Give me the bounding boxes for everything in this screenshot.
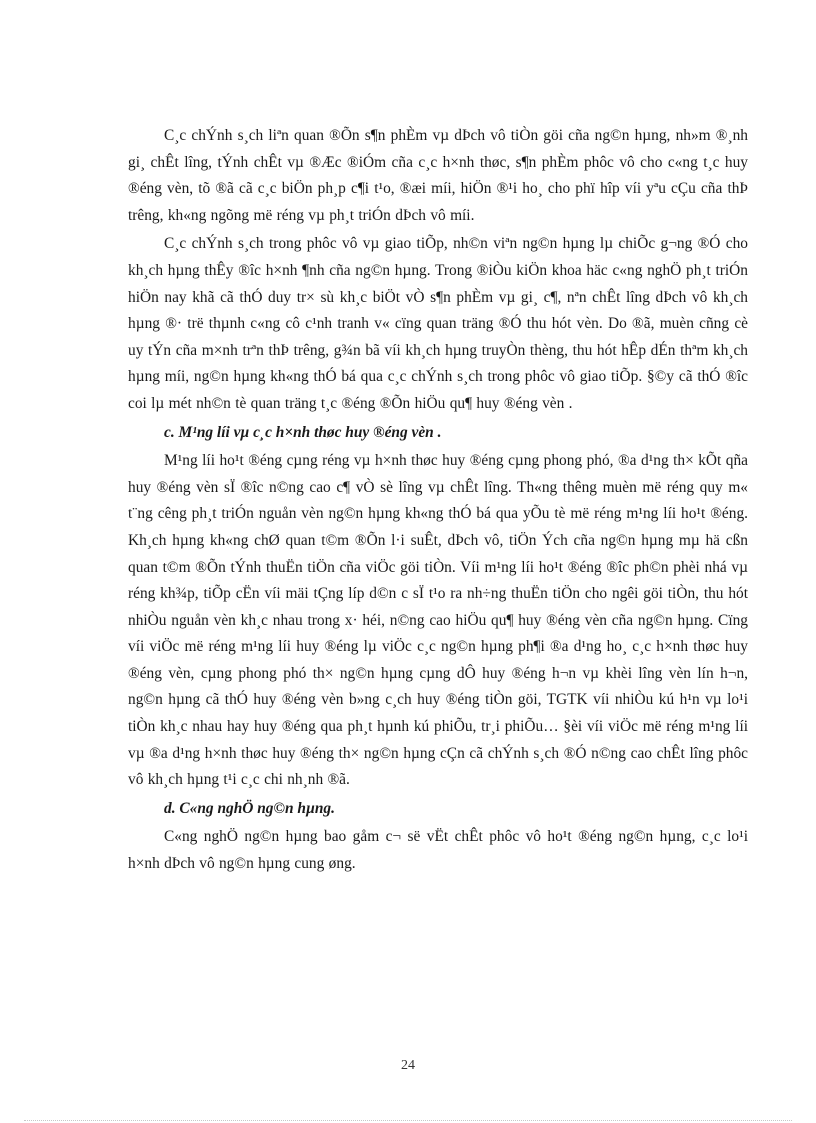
paragraph-product-policy: C¸c chÝnh s¸ch liªn quan ®Õn s¶n phÈm vµ dÞch vô tiÒn göi cña ng©n hµng, nh»m ®¸nh gi¸ chÊt lîng, tÝnh chÊt vµ ®Æc ®iÓm cña c¸c h×nh thøc, s¶n phÈm phôc vô cho c«ng t¸c huy ®éng vèn, tõ ®ã cã c¸c biÖn ph¸p c¶i t¹o, ®æi míi, hiÖn ®¹i ho¸ cho phï hîp víi yªu cÇu cña thÞ trêng, kh«ng ngõng më réng vµ ph¸t triÓn dÞch vô míi. — [128, 127, 748, 224]
section-heading-technology: d. C«ng nghÖ ng©n hµng. — [164, 799, 335, 817]
paragraph-network: M¹ng líi ho¹t ®éng cµng réng vµ h×nh thøc huy ®éng cµng phong phó, ®a d¹ng th× kÕt qña huy ®éng vèn sÏ ®îc n©ng cao c¶ vÒ sè lîng vµ chÊt lîng. Th«ng thêng muèn më réng quy m« t¨ng cêng ph¸t triÓn nguån vèn ng©n hµng kh«ng thÓ bá qua yÕu tè më réng m¹ng líi ho¹t ®éng. Kh¸ch hµng kh«ng chØ quan t©m ®Õn l·i suÊt, dÞch vô, tiÖn Ých cña ng©n hµng mµ hä cßn quan t©m ®Õn tÝnh thuËn tiÖn cña viÖc göi tiÒn. Víi m¹ng líi ho¹t ®éng ®îc ph©n phèi nhá vµ réng kh¾p, tiÕp cËn víi mäi tÇng líp d©n c sÏ t¹o ra nh÷ng thuËn tiÖn cho ngêi göi tiÒn, thu hót nhiÒu nguån vèn kh¸c nhau trong x· héi, n©ng cao hiÖu qu¶ huy ®éng vèn cña ng©n hµng. Cïng víi viÖc më réng m¹ng líi huy ®éng lµ viÖc c¸c ng©n hµng ph¶i ®a d¹ng ho¸ c¸c h×nh thøc huy ®éng vèn, cµng phong phó th× ng©n hµng cµng dÔ huy ®éng h¬n vµ khèi lîng vèn lín h¬n, ng©n hµng cã thÓ huy ®éng vèn b»ng c¸ch huy ®éng tiÒn göi, TGTK víi nhiÒu kú h¹n vµ lo¹i tiÒn kh¸c nhau hay huy ®éng qua ph¸t hµnh kú phiÕu, tr¸i phiÕu… §èi víi viÖc më réng m¹ng líi vµ ®a d¹ng h×nh thøc huy ®éng th× ng©n hµng cÇn cã chÝnh s¸ch ®Ó n©ng cao chÊt lîng phôc vô kh¸ch hµng t¹i c¸c chi nh¸nh ®ã. — [128, 452, 748, 789]
page-bottom-rule — [24, 1120, 792, 1121]
page-number: 24 — [401, 1058, 415, 1073]
paragraph-service-policy: C¸c chÝnh s¸ch trong phôc vô vµ giao tiÕp, nh©n viªn ng©n hµng lµ chiÕc g¬ng ®Ó cho kh¸ch hµng thÊy ®îc h×nh ¶nh cña ng©n hµng. Trong ®iÒu kiÖn khoa häc c«ng nghÖ ph¸t triÓn hiÖn nay khã cã thÓ duy tr× sù kh¸c biÖt vÒ s¶n phÈm vµ gi¸ c¶, nªn chÊt lîng dÞch vô kh¸ch hµng ®· trë thµnh c«ng cô c¹nh tranh v« cïng quan träng ®Ó thu hót vèn. Do ®ã, muèn cñng cè uy tÝn cña m×nh trªn thÞ trêng, g¾n bã víi kh¸ch hµng truyÒn thèng, thu hót hÊp dÉn thªm kh¸ch hµng míi, ng©n hµng kh«ng thÓ bá qua c¸c chÝnh s¸ch trong phôc vô giao tiÕp. §©y cã thÓ ®îc coi lµ mét nh©n tè quan träng t¸c ®éng ®Õn hiÖu qu¶ huy ®éng vèn . — [128, 235, 748, 412]
paragraph-technology: C«ng nghÖ ng©n hµng bao gåm c¬ së vËt chÊt phôc vô ho¹t ®éng ng©n hµng, c¸c lo¹i h×nh dÞch vô ng©n hµng cung øng. — [128, 828, 748, 873]
document-body — [128, 123, 748, 880]
section-heading-network: c. M¹ng líi vµ c¸c h×nh thøc huy ®éng vèn . — [164, 423, 442, 441]
